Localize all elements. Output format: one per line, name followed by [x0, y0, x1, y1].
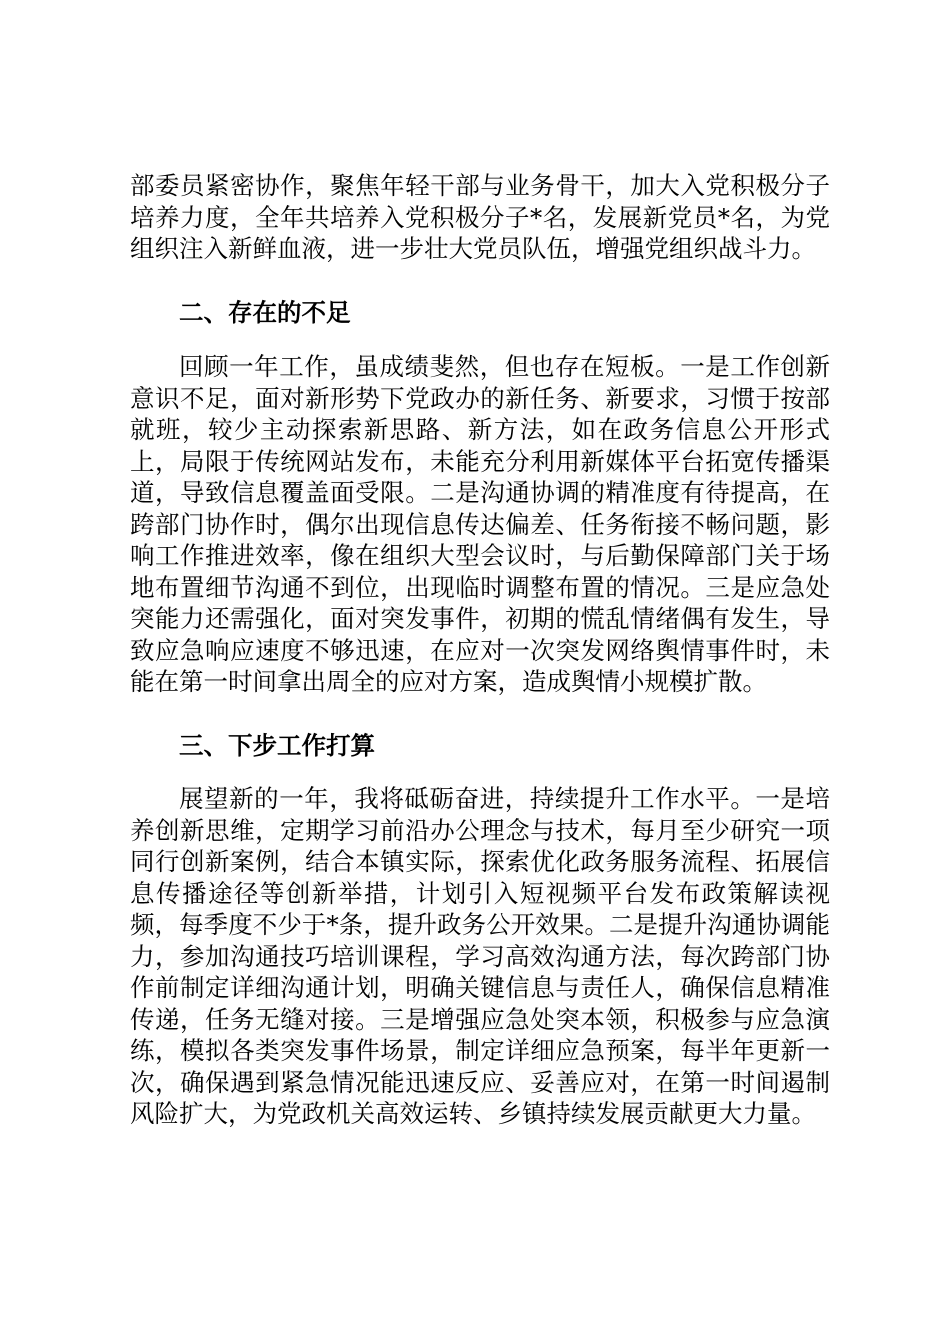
section-heading-next-plans: 三、下步工作打算 [179, 730, 375, 760]
paragraph-next-plans: 展望新的一年，我将砥砺奋进，持续提升工作水平。一是培养创新思维，定期学习前沿办公理念与技术，每月至少研究一项同行创新案例，结合本镇实际，探索优化政务服务流程、拓展信息传播途径等创新举措，计划引入短视频平台发布政策解读视频，每季度不少于*条，提升政务公开效果。二是提升沟通协调能力，参加沟通技巧培训课程，学习高效沟通方法，每次跨部门协作前制定详细沟通计划，明确关键信息与责任人，确保信息精准传递，任务无缝对接。三是增强应急处突本领，积极参与应急演练，模拟各类突发事件场景，制定详细应急预案，每半年更新一次，确保遇到紧急情况能迅速反应、妥善应对，在第一时间遏制风险扩大，为党政机关高效运转、乡镇持续发展贡献更大力量。 [130, 784, 830, 1128]
paragraph-shortcomings: 回顾一年工作，虽成绩斐然，但也存在短板。一是工作创新意识不足，面对新形势下党政办的新任务、新要求，习惯于按部就班，较少主动探索新思路、新方法，如在政务信息公开形式上，局限于传统网站发布，未能充分利用新媒体平台拓宽传播渠道，导致信息覆盖面受限。二是沟通协调的精准度有待提高，在跨部门协作时，偶尔出现信息传达偏差、任务衔接不畅问题，影响工作推进效率，像在组织大型会议时，与后勤保障部门关于场地布置细节沟通不到位，出现临时调整布置的情况。三是应急处突能力还需强化，面对突发事件，初期的慌乱情绪偶有发生，导致应急响应速度不够迅速，在应对一次突发网络舆情事件时，未能在第一时间拿出周全的应对方案，造成舆情小规模扩散。 [130, 352, 830, 696]
document-page [130, 170, 830, 1130]
section-heading-shortcomings: 二、存在的不足 [179, 297, 351, 327]
paragraph-continuation: 部委员紧密协作，聚焦年轻干部与业务骨干，加大入党积极分子培养力度，全年共培养入党积极分子*名，发展新党员*名，为党组织注入新鲜血液，进一步壮大党员队伍，增强党组织战斗力。 [130, 171, 830, 263]
